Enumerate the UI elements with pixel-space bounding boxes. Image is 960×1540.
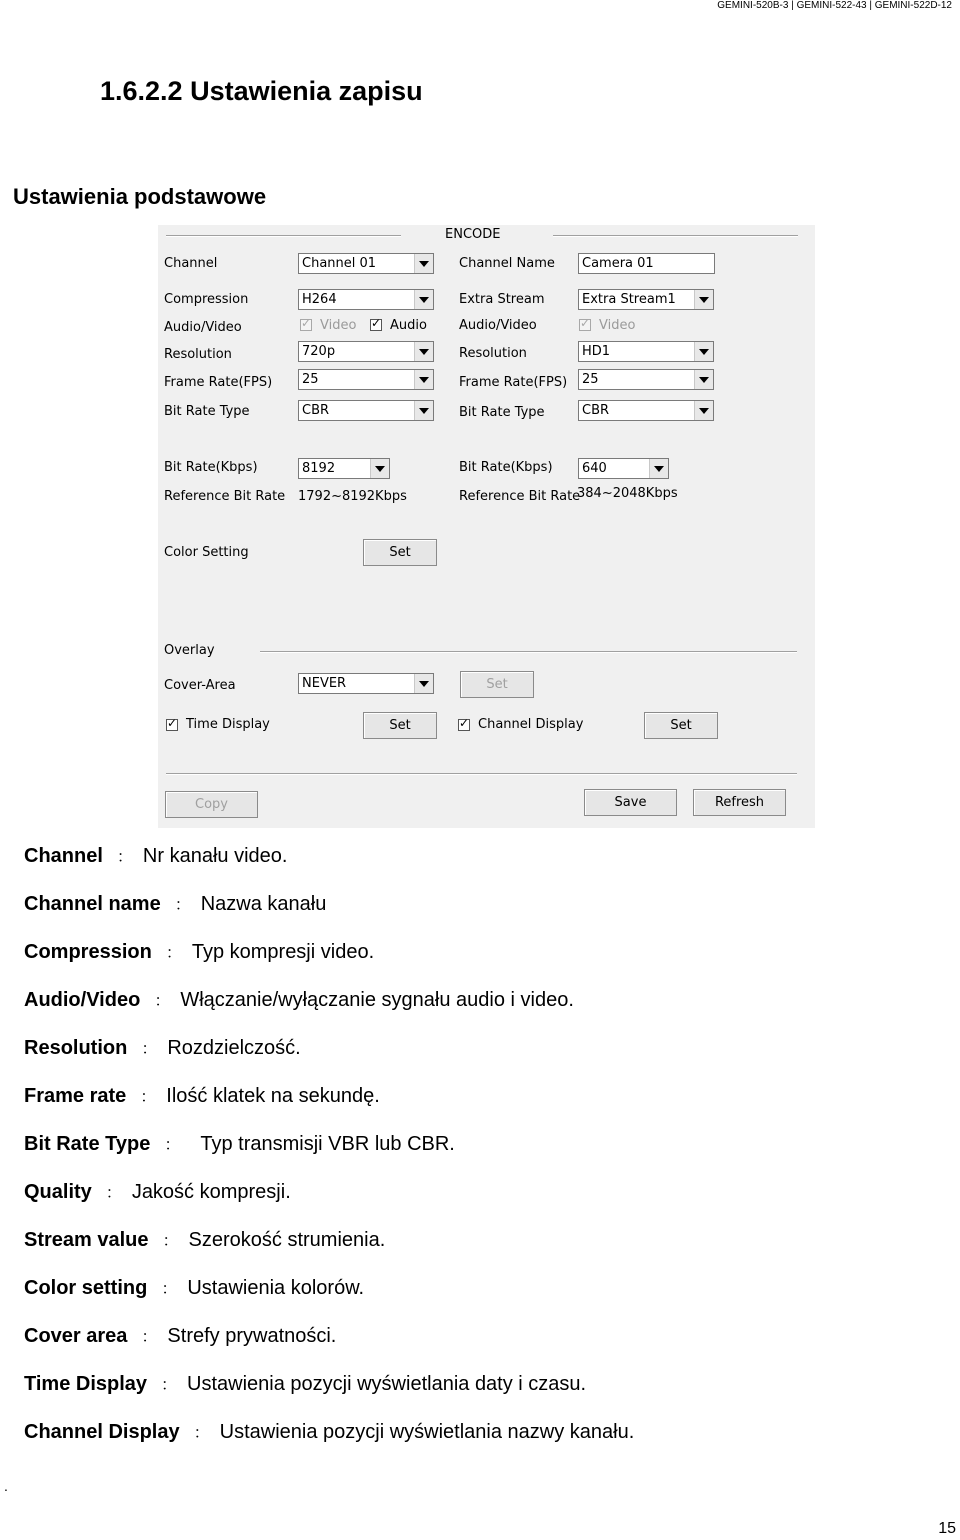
video-checkbox-extra[interactable] [579,319,591,331]
cover-area-value: NEVER [302,676,347,691]
resolution-label: Resolution [164,347,232,362]
description-text: Jakość kompresji. [131,1181,291,1203]
description-colon: ： [162,1233,179,1250]
description-colon: ： [161,1281,178,1298]
description-colon: ： [105,1185,122,1202]
overlay-label: Overlay [164,643,215,658]
description-term: Channel Display [24,1421,180,1443]
channel-select-value: Channel 01 [302,256,377,271]
channel-name-label: Channel Name [459,256,555,271]
footer-dot: . [4,1478,8,1494]
audio-video-label-extra: Audio/Video [459,318,537,333]
bit-rate-type-value-extra: CBR [582,403,610,418]
description-term: Channel [24,845,103,867]
description-colon: ： [164,1137,181,1154]
separator [553,235,798,237]
chevron-down-icon [414,674,433,693]
description-text: Szerokość strumienia. [188,1229,386,1251]
save-button[interactable]: Save [584,789,677,816]
fps-select[interactable] [298,369,434,390]
section-title: 1.6.2.2 Ustawienia zapisu [100,76,423,106]
description-item [24,1036,301,1060]
compression-label: Compression [164,292,249,307]
description-colon: ： [174,897,191,914]
description-item [24,1228,385,1252]
page-number: 15 [938,1520,956,1537]
refresh-button[interactable]: Refresh [693,789,786,816]
bit-rate-type-select-extra[interactable] [578,400,714,421]
description-colon: ： [193,1425,210,1442]
copy-button[interactable]: Copy [165,791,258,818]
cover-area-select[interactable] [298,673,434,694]
chevron-down-icon [414,254,433,273]
chevron-down-icon [694,342,713,361]
resolution-label-extra: Resolution [459,346,527,361]
description-term: Resolution [24,1037,128,1059]
bit-rate-select[interactable] [298,458,390,479]
description-colon: ： [141,1329,158,1346]
description-text: Typ transmisji VBR lub CBR. [200,1133,455,1155]
color-setting-label: Color Setting [164,545,249,560]
bit-rate-type-label-extra: Bit Rate Type [459,405,545,420]
separator [260,651,797,653]
chevron-down-icon [414,342,433,361]
description-colon: ： [161,1377,178,1394]
bit-rate-label-extra: Bit Rate(Kbps) [459,460,553,475]
description-term: Compression [24,941,152,963]
description-item [24,1420,634,1444]
description-item [24,940,374,964]
description-text: Ustawienia pozycji wyświetlania nazwy kanału. [219,1421,635,1443]
description-text: Włączanie/wyłączanie sygnału audio i video. [180,989,574,1011]
extra-stream-select-value: Extra Stream1 [582,292,676,307]
chevron-down-icon [694,290,713,309]
fps-select-value-extra: 25 [582,372,599,387]
description-term: Channel name [24,893,161,915]
resolution-select-extra[interactable] [578,341,714,362]
description-item [24,1372,586,1396]
fps-label: Frame Rate(FPS) [164,375,273,390]
channel-name-value: Camera 01 [582,256,654,271]
description-colon: ： [165,945,182,962]
chevron-down-icon [414,290,433,309]
description-text: Strefy prywatności. [167,1325,337,1347]
description-term: Audio/Video [24,989,141,1011]
running-header: GEMINI-520B-3 | GEMINI-522-43 | GEMINI-522D-12 [717,0,952,11]
video-checkbox[interactable] [300,319,312,331]
description-term: Color setting [24,1277,148,1299]
chevron-down-icon [694,401,713,420]
bit-rate-type-value: CBR [302,403,330,418]
description-item [24,1276,364,1300]
compression-select[interactable] [298,289,434,310]
description-item [24,892,326,916]
description-text: Ustawienia pozycji wyświetlania daty i czasu. [187,1373,587,1395]
channel-select[interactable] [298,253,434,274]
audio-video-label: Audio/Video [164,320,242,335]
description-colon: ： [154,993,171,1010]
description-term: Quality [24,1181,92,1203]
description-colon: ： [116,849,133,866]
reference-bit-rate-value: 1792~8192Kbps [298,489,407,504]
description-item [24,1324,336,1348]
reference-bit-rate-label-extra: Reference Bit Rate [459,489,581,504]
resolution-select-value-extra: HD1 [582,344,611,359]
description-term: Time Display [24,1373,148,1395]
extra-stream-select[interactable] [578,289,714,310]
description-text: Typ kompresji video. [191,941,375,963]
section-subtitle: Ustawienia podstawowe [13,184,267,209]
description-colon: ： [140,1089,157,1106]
description-colon: ： [141,1041,158,1058]
description-term: Stream value [24,1229,149,1251]
color-set-button[interactable]: Set [363,539,437,566]
description-item [24,988,574,1012]
time-display-checkbox[interactable] [166,719,178,731]
video-checkbox-label-extra: Video [599,318,636,333]
channel-label: Channel [164,256,218,271]
audio-checkbox[interactable] [370,319,382,331]
chevron-down-icon [414,370,433,389]
bit-rate-value-extra: 640 [582,461,607,476]
bit-rate-type-label: Bit Rate Type [164,404,250,419]
separator [166,773,797,775]
description-term: Bit Rate Type [24,1133,151,1155]
resolution-select-value: 720p [302,344,336,359]
description-item [24,1132,455,1156]
description-text: Ustawienia kolorów. [187,1277,365,1299]
description-term: Cover area [24,1325,128,1347]
description-text: Nr kanału video. [142,845,288,867]
dialog-heading: ENCODE [445,227,501,242]
chevron-down-icon [649,459,668,478]
time-display-label: Time Display [186,717,270,732]
chevron-down-icon [370,459,389,478]
cover-area-set-button[interactable]: Set [460,671,534,698]
description-item [24,1180,291,1204]
bit-rate-value: 8192 [302,461,336,476]
cover-area-label: Cover-Area [164,678,236,693]
chevron-down-icon [414,401,433,420]
time-display-set-button[interactable]: Set [363,712,437,739]
description-text: Nazwa kanału [200,893,327,915]
separator [166,235,401,237]
reference-bit-rate-label: Reference Bit Rate [164,489,286,504]
channel-name-input[interactable] [578,253,715,274]
description-text: Ilość klatek na sekundę. [166,1085,380,1107]
encode-dialog [158,225,815,828]
channel-display-label: Channel Display [478,717,584,732]
description-text: Rozdzielczość. [167,1037,301,1059]
extra-stream-label: Extra Stream [459,292,545,307]
audio-checkbox-label: Audio [390,318,427,333]
fps-label-extra: Frame Rate(FPS) [459,375,568,390]
description-term: Frame rate [24,1085,127,1107]
fps-select-value: 25 [302,372,319,387]
fps-select-extra[interactable] [578,369,714,390]
description-item [24,1084,380,1108]
video-checkbox-label: Video [320,318,357,333]
compression-select-value: H264 [302,292,337,307]
resolution-select[interactable] [298,341,434,362]
channel-display-checkbox[interactable] [458,719,470,731]
channel-display-set-button[interactable]: Set [644,712,718,739]
description-item [24,844,287,868]
bit-rate-select-extra[interactable] [578,458,669,479]
bit-rate-label: Bit Rate(Kbps) [164,460,258,475]
chevron-down-icon [694,370,713,389]
bit-rate-type-select[interactable] [298,400,434,421]
reference-bit-rate-value-extra: 384~2048Kbps [577,486,678,501]
